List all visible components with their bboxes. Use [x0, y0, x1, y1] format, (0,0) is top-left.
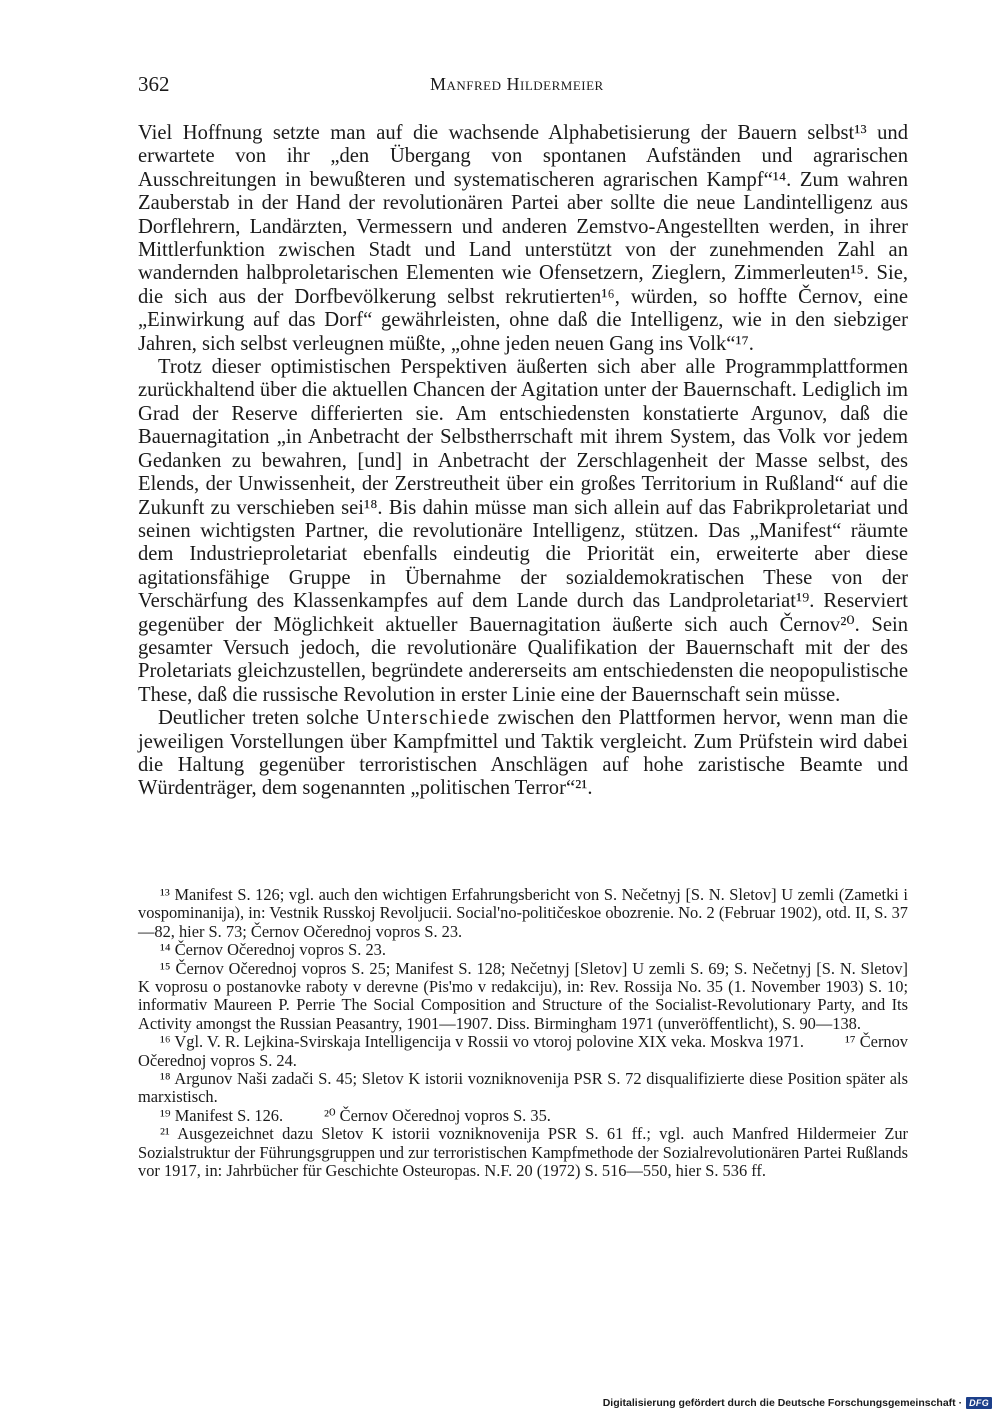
running-head: Manfred Hildermeier	[430, 74, 604, 94]
footnote-15: ¹⁵ Černov Očerednoj vopros S. 25; Manifest S. 128; Nečetnyj [Sletov] U zemli S. 69; S. Nečetnyj [S. N. Sletov] K voprosu o postanovke raboty v derevne (Pis'mo v redakciju), in: Rev. Rossija No. 35 (1. November 1903) S. 10; informativ Maureen P. Perrie The Social Composition and Structure of the Socialist-Revolutionary Party, and Its Activity amongst the Russian Peasantry, 1901—1907. Diss. Birmingham 1971 (unveröffentlicht), S. 90—138.	[138, 958, 908, 1033]
credit-text: Digitalisierung gefördert durch die Deutsche Forschungsgemeinschaft ·	[602, 1397, 963, 1409]
paragraph-3-start: Deutlicher treten solche	[158, 707, 359, 730]
footnote-19-20: ¹⁹ Manifest S. 126. ²⁰ Černov Očerednoj vopros S. 35.	[160, 1105, 551, 1125]
paragraph-3	[138, 707, 908, 801]
dfg-logo: DFG	[966, 1397, 992, 1409]
paragraph-3-end: zwischen den Plattformen hervor, wenn man die jeweiligen Vorstellungen über Kampfmittel und Taktik vergleicht. Zum Prüfstein wird dabei die Haltung gegenüber terroristischen Anschlägen auf hohe zaristische Beamte und Würdenträger, dem sogenannten „politischen Terror“²¹.	[138, 707, 908, 800]
footnote-21: ²¹ Ausgezeichnet dazu Sletov K istorii vozniknovenija PSR S. 61 ff.; vgl. auch Manfred Hildermeier Zur Sozialstruktur der Führungsgruppen und zur terroristischen Kampfmethode der Sozialrevolutionären Partei Rußlands vor 1917, in: Jahrbücher für Geschichte Osteuropas. N.F. 20 (1972) S. 516—550, hier S. 536 ff.	[138, 1124, 908, 1181]
page-number: 362	[138, 72, 170, 96]
footnote-16-17: ¹⁶ Vgl. V. R. Lejkina-Svirskaja Intelligencija v Rossii vo vtoroj polovine XIX veka. Moskva 1971. ¹⁷ Černov Očerednoj vopros S. 24.	[138, 1032, 913, 1070]
spaced-emphasis: Unterschiede	[366, 707, 491, 730]
footnote-18: ¹⁸ Argunov Naši zadači S. 45; Sletov K istorii vozniknovenija PSR S. 72 disqualifizierte diese Position später als marxistisch.	[138, 1069, 908, 1107]
digitization-credit	[603, 1397, 992, 1409]
paragraph-2: Trotz dieser optimistischen Perspektiven äußerten sich aber alle Programmplattformen zurückhaltend über die aktuellen Chancen der Agitation unter der Bauernschaft. Lediglich im Grad der Reserve differierten sie. Am entschiedensten konstatierte Argunov, daß die Bauernagitation „in Anbetracht der Selbstherrschaft mit ihrem System, das Volk vor jedem Gedanken zu bewahren, [und] in Anbetracht der Zerschlagenheit der Masse selbst, des Elends, der Unwissenheit, der Zerstreutheit über ein großes Territorium in Rußland“ auf die Zukunft zu verschieben sei¹⁸. Bis dahin müsse man sich allein auf das Fabrikproletariat und seinen wichtigsten Partner, die revolutionäre Intelligenz, stützen. Das „Manifest“ räumte dem Industrieproletariat ebenfalls eindeutig die Priorität ein, erweiterte aber diese agitationsfähige Gruppe in Übernahme der sozialdemokratischen These von der Verschärfung des Klassenkampfes auf dem Lande durch das Landproletariat¹⁹. Reserviert gegenüber der Möglichkeit aktueller Bauernagitation äußerte sich auch Černov²⁰. Sein gesamter Versuch jedoch, die revolutionäre Qualifikation der Bauernschaft mit der des Proletariats gleichzustellen, begründete andererseits am entschiedensten die neopopulistische These, daß die russische Revolution in erster Linie eine der Bauernschaft sein müsse.	[138, 356, 908, 706]
footnote-14: ¹⁴ Černov Očerednoj vopros S. 23.	[160, 940, 386, 960]
footnote-13: ¹³ Manifest S. 126; vgl. auch den wichtigen Erfahrungsbericht von S. Nečetnyj [S. N. Sletov] U zemli (Zametki i vospominanija), in: Vestnik Russkoj Revoljucii. Social'no-političeskoe obozrenie. No. 2 (Februar 1902), otd. II, S. 37—82, hier S. 73; Černov Očerednoj vopros S. 23.	[138, 885, 908, 941]
main-text	[138, 122, 908, 801]
footnotes	[138, 885, 913, 1181]
paragraph-1: Viel Hoffnung setzte man auf die wachsende Alphabetisierung der Bauern selbst¹³ und erwartete von ihr „den Übergang von spontanen Aufständen und agrarischen Ausschreitungen in bewußteren und systematischeren agrarischen Kampf“¹⁴. Zum wahren Zauberstab in der Hand der revolutionären Partei aber sollte die neue Landintelligenz aus Dorflehrern, Landärzten, Vermessern und anderen Zemstvo-Angestellten werden, in ihrer Mittlerfunktion zwischen Stadt und Land unterstützt von der zunehmenden Zahl an wandernden halbproletarischen Elementen wie Ofensetzern, Zieglern, Zimmerleuten¹⁵. Sie, die sich aus der Dorfbevölkerung selbst rekrutierten¹⁶, würden, so hoffte Černov, eine „Einwirkung auf das Dorf“ gewährleisten, ohne daß die Intelligenz, wie in den siebziger Jahren, sich selbst verleugnen müßte, „ohne jeden neuen Gang ins Volk“¹⁷.	[138, 122, 908, 355]
